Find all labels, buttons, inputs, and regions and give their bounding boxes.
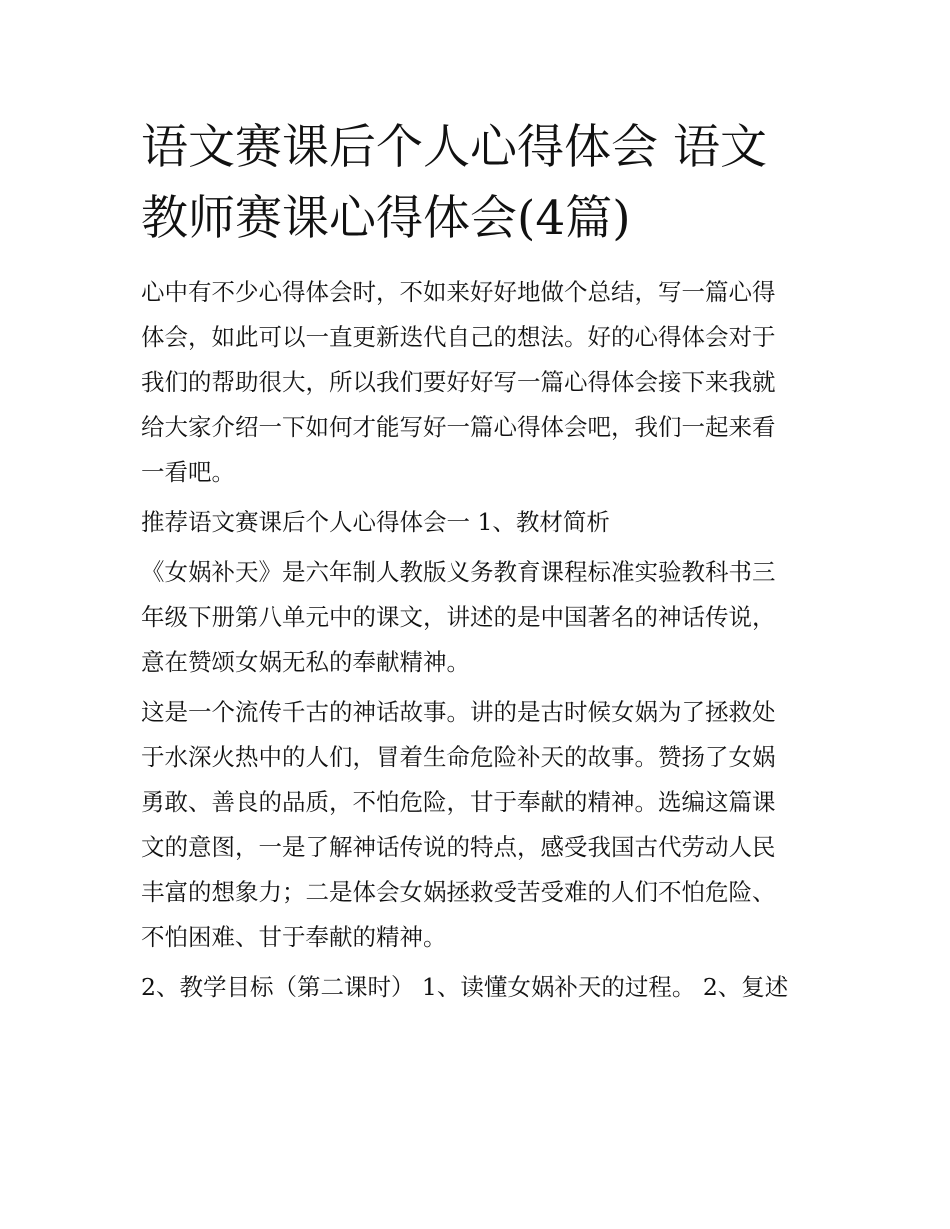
objectives-paragraph [141,965,813,1010]
text-line: 文的意图，一是了解神话传说的特点，感受我国古代劳动人民 [141,833,776,861]
document-title [141,112,813,254]
text-line: 丰富的想象力；二是体会女娲拯救受苦受难的人们不怕危险、 [141,878,776,906]
text-line: 一看吧。 [141,458,235,486]
intro-paragraph [141,270,813,495]
text-line: 2、教学目标（第二课时） 1、读懂女娲补天的过程。 2、复述 [141,973,789,1001]
text-line: 《女娲补天》是六年制人教版义务教育课程标准实验教科书三 [141,558,776,586]
text-line: 不怕困难、甘于奉献的精神。 [141,923,447,951]
text-line: 勇敢、善良的品质，不怕危险，甘于奉献的精神。选编这篇课 [141,788,776,816]
text-line: 心中有不少心得体会时，不如来好好地做个总结，写一篇心得 [141,278,776,306]
text-line: 推荐语文赛课后个人心得体会一 1、教材简析 [141,508,610,536]
text-line: 体会，如此可以一直更新迭代自己的想法。好的心得体会对于 [141,323,776,351]
text-line: 于水深火热中的人们，冒着生命危险补天的故事。赞扬了女娲 [141,743,776,771]
text-line: 给大家介绍一下如何才能写好一篇心得体会吧，我们一起来看 [141,413,776,441]
section-heading [141,500,813,545]
text-line: 年级下册第八单元中的课文，讲述的是中国著名的神话传说， [141,603,776,631]
story-paragraph [141,690,813,960]
title-line-2: 教师赛课心得体会(4篇) [141,191,631,246]
text-line: 我们的帮助很大，所以我们要好好写一篇心得体会接下来我就 [141,368,776,396]
document-page [141,112,813,1010]
textbook-paragraph [141,550,813,685]
title-line-1: 语文赛课后个人心得体会 语文 [141,120,767,175]
text-line: 意在赞颂女娲无私的奉献精神。 [141,648,470,676]
text-line: 这是一个流传千古的神话故事。讲的是古时候女娲为了拯救处 [141,698,776,726]
